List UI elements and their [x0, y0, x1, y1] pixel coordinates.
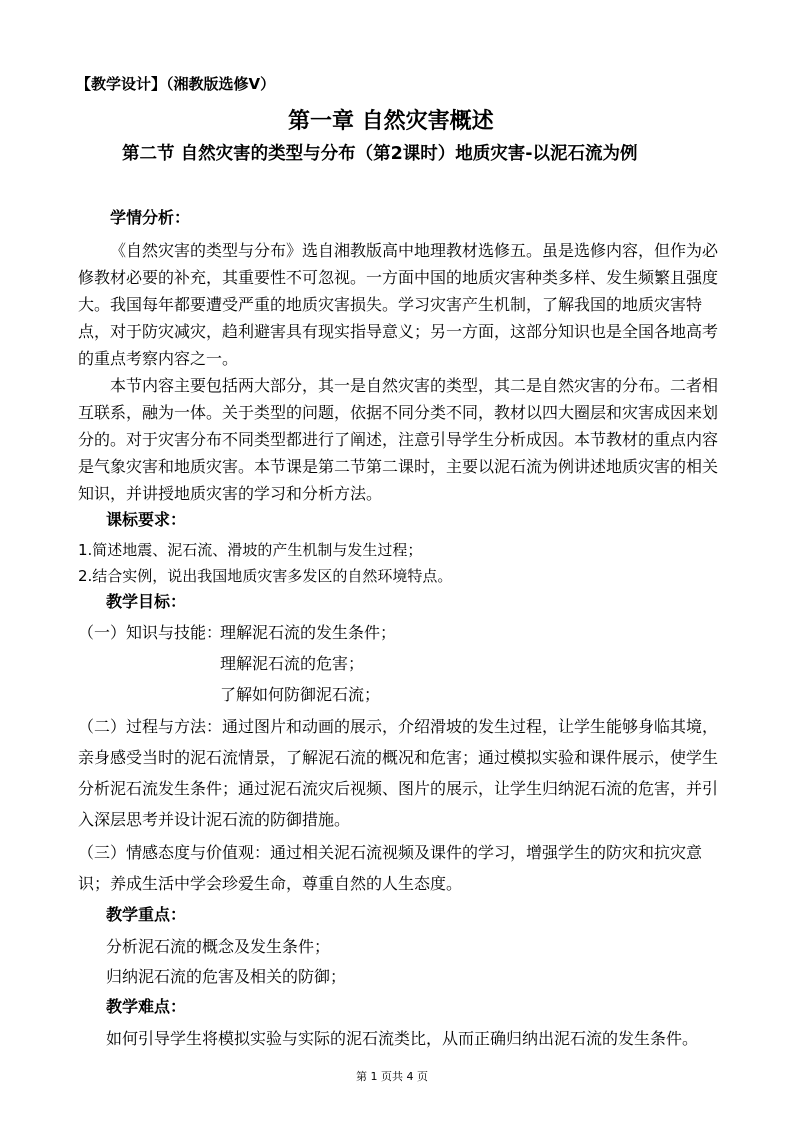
paragraph-line: 《自然灾害的类型与分布》选自湘教版高中地理教材选修五。虽是选修内容，但作为必: [110, 241, 719, 260]
paragraph-line: 是气象灾害和地质灾害。本节课是第二节第二课时，主要以泥石流为例讲述地质灾害的相关: [78, 457, 719, 476]
paragraph-line: 修教材必要的补充，其重要性不可忽视。一方面中国的地质灾害种类多样、发生频繁且强度: [78, 268, 719, 287]
paragraph-line: 知识，并讲授地质灾害的学习和分析方法。: [78, 484, 383, 503]
chapter-title: 第一章 自然灾害概述: [288, 108, 494, 134]
paragraph-line: 入深层思考并设计泥石流的防御措施。: [78, 810, 351, 829]
paragraph-line: （二）过程与方法：通过图片和动画的展示，介绍滑坡的发生过程，让学生能够身临其境，: [78, 717, 719, 736]
paragraph-line: 分析泥石流发生条件；通过泥石流灾后视频、图片的展示，让学生归纳泥石流的危害，并引: [78, 779, 719, 798]
paragraph-line: （三）情感态度与价值观：通过相关泥石流视频及课件的学习，增强学生的防灾和抗灾意: [78, 843, 703, 862]
paragraph-line: 如何引导学生将模拟实验与实际的泥石流类比，从而正确归纳出泥石流的发生条件。: [106, 1029, 699, 1048]
paragraph-line: 亲身感受当时的泥石流情景，了解泥石流的概况和危害；通过模拟实验和课件展示，使学生: [78, 748, 719, 767]
paragraph-line: 大。我国每年都要遭受严重的地质灾害损失。学习灾害产生机制，了解我国的地质灾害特: [78, 295, 703, 314]
page-footer: 第 1 页共 4 页: [356, 1070, 428, 1083]
paragraph-line: 点，对于防灾减灾，趋利避害具有现实指导意义；另一方面，这部分知识也是全国各地高考: [78, 322, 719, 341]
paragraph-line: 的重点考察内容之一。: [78, 349, 239, 368]
heading-kebiao: 课标要求：: [106, 510, 187, 529]
list-item: 1.简述地震、泥石流、滑坡的产生机制与发生过程；: [78, 541, 423, 559]
heading-nandian: 教学难点：: [106, 997, 187, 1016]
paragraph-line: 分的。对于灾害分布不同类型都进行了阐述，注意引导学生分析成因。本节教材的重点内容: [78, 430, 719, 449]
objective-item: 理解泥石流的危害；: [220, 654, 365, 673]
objective-item: 理解泥石流的发生条件；: [220, 623, 397, 642]
list-item: 分析泥石流的概念及发生条件；: [106, 937, 331, 956]
list-item: 2.结合实例，说出我国地质灾害多发区的自然环境特点。: [78, 567, 453, 585]
paragraph-line: 互联系，融为一体。关于类型的问题，依据不同分类不同，教材以四大圈层和灾害成因来划: [78, 403, 719, 422]
heading-xueqing: 学情分析：: [110, 208, 191, 227]
paragraph-line: 本节内容主要包括两大部分，其一是自然灾害的类型，其二是自然灾害的分布。二者相: [110, 376, 719, 395]
paragraph-line: 识；养成生活中学会珍爱生命，尊重自然的人生态度。: [78, 874, 463, 893]
objective-label: （一）知识与技能：: [78, 623, 223, 642]
header-tag: 【教学设计】（湘教版选修Ⅴ）: [76, 75, 276, 93]
section-title: 第二节 自然灾害的类型与分布（第2课时）地质灾害-以泥石流为例: [122, 144, 638, 164]
heading-mubiao: 教学目标：: [106, 592, 187, 611]
heading-zhongdian: 教学重点：: [106, 905, 187, 924]
objective-item: 了解如何防御泥石流；: [220, 685, 381, 704]
list-item: 归纳泥石流的危害及相关的防御；: [106, 967, 347, 986]
